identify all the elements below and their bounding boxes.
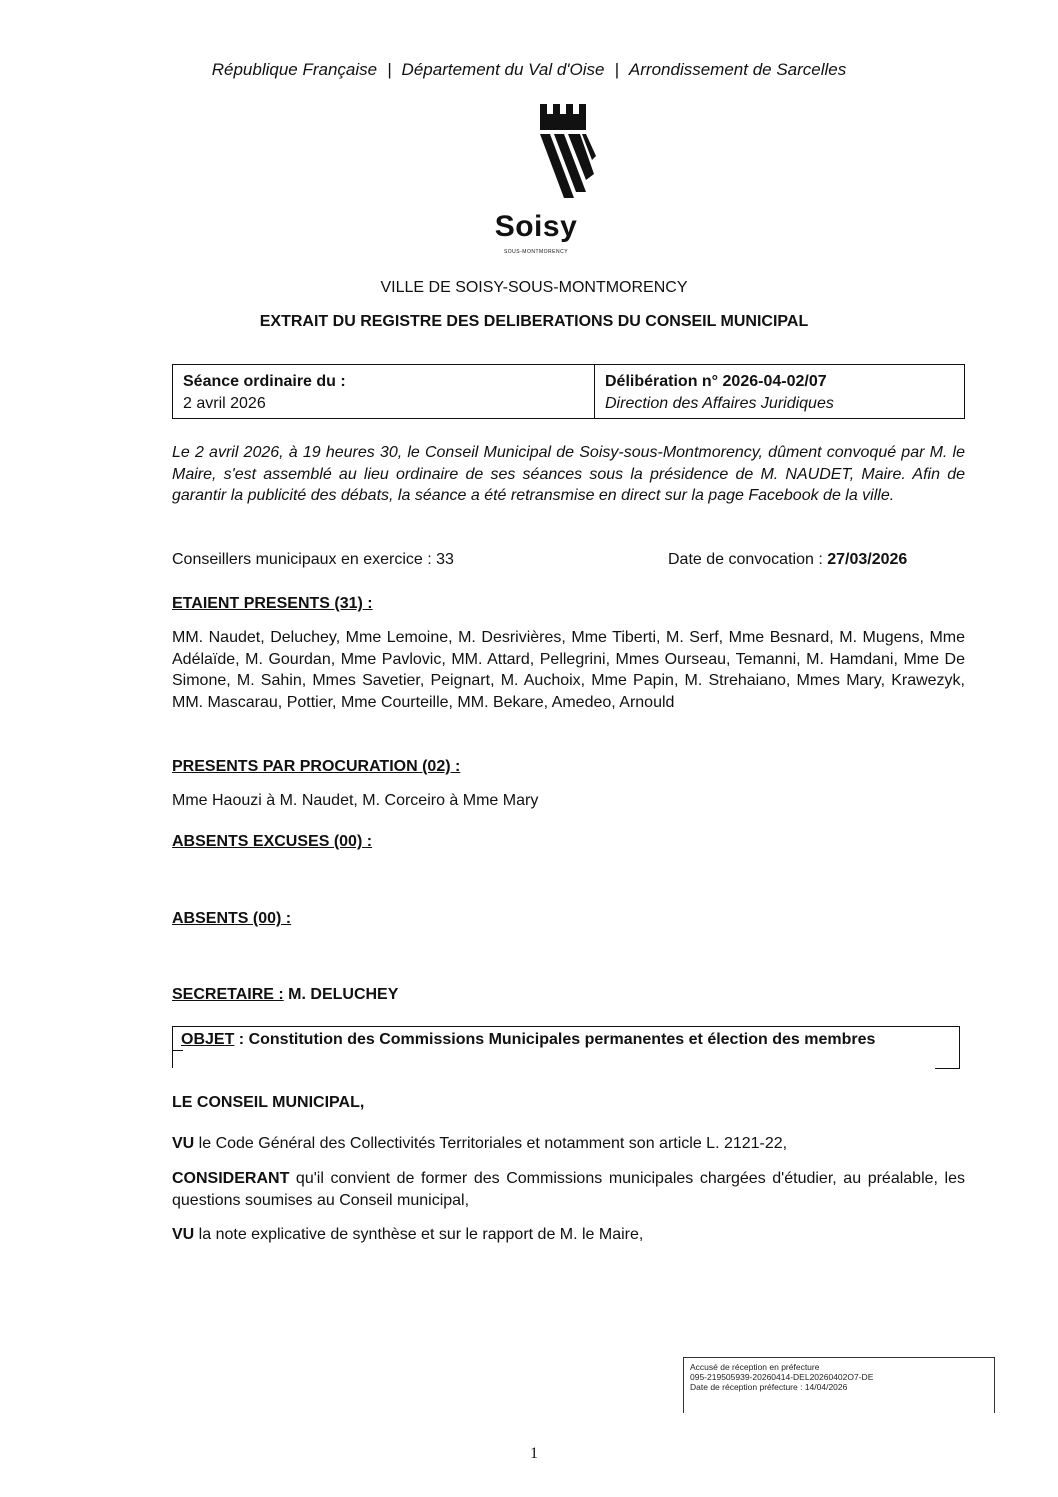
direction-name: Direction des Affaires Juridiques [605,395,834,412]
ville-title: VILLE DE SOISY-SOUS-MONTMORENCY [380,279,688,296]
conseil-heading: LE CONSEIL MUNICIPAL, [172,1094,365,1111]
objet-label: OBJET [181,1031,235,1048]
vu-paragraph-2 [172,1224,965,1246]
prefecture-stamp [683,1357,995,1413]
vu-text: le Code Général des Collectivités Territoriales et notamment son article L. 2121-22, [194,1135,788,1152]
considerant-paragraph [172,1168,965,1211]
absents-excuses-title: ABSENTS EXCUSES (00) : [172,833,373,850]
objet-content: : Constitution des Commissions Municipales permanentes et élection des membres [234,1031,876,1048]
seance-box [172,364,965,419]
absents-title: ABSENTS (00) : [172,910,292,927]
convocation-value: 27/03/2026 [827,551,908,568]
procuration-list: Mme Haouzi à M. Naudet, M. Corceiro à Mme Mary [172,792,539,809]
presents-title: ETAIENT PRESENTS (31) : [172,595,373,612]
convocation-label: Date de convocation : [668,551,828,568]
page-number: 1 [530,1445,538,1462]
vu-keyword: VU [172,1135,195,1152]
objet-box [172,1026,960,1068]
stamp-line: 095-219505939-20260414-DEL20260402O7-DE [690,1372,874,1382]
header-arrondissement: Arrondissement de Sarcelles [628,60,847,79]
vu-text: la note explicative de synthèse et sur le rapport de M. le Maire, [194,1226,644,1243]
stamp-line: Accusé de réception en préfecture [690,1362,820,1372]
vu-paragraph-1 [172,1133,965,1155]
stamp-line: Date de réception préfecture : 14/04/2026 [690,1382,848,1392]
logo-subtitle: SOUS-MONTMORENCY [503,249,569,255]
extrait-title: EXTRAIT DU REGISTRE DES DELIBERATIONS DU CONSEIL MUNICIPAL [259,313,809,330]
seance-cell [173,365,595,418]
header-separator: | [614,60,619,79]
objet-divider [172,1050,183,1051]
header-departement: Département du Val d'Oise [401,60,605,79]
procuration-title: PRESENTS PAR PROCURATION (02) : [172,758,461,775]
vu-keyword: VU [172,1226,195,1243]
considerant-keyword: CONSIDERANT [172,1170,290,1187]
logo-name: Soisy [494,210,578,243]
soisy-logo-icon [528,104,608,209]
deliberation-cell [595,365,964,418]
secretaire-line [172,986,398,1004]
conseillers-line [172,551,454,569]
header-separator: | [387,60,392,79]
intro-paragraph: Le 2 avril 2026, à 19 heures 30, le Conseil Municipal de Soisy-sous-Montmorency, dûment convoqué par M. le Maire, s'est assemblé au lieu ordinaire de ses séances sous la présidence de M. NAUDET, Maire. Afin de garantir la publicité des débats, la séance a été retransmise en direct sur la page Facebook de la ville. [172,444,965,504]
presents-list: MM. Naudet, Deluchey, Mme Lemoine, M. Desrivières, Mme Tiberti, M. Serf, Mme Besnard, M. Mugens, Mme Adélaïde, M. Gourdan, Mme Pavlovic, MM. Attard, Pellegrini, Mmes Ourseau, Temanni, M. Hamdani, Mme De Simone, M. Sahin, Mmes Savetier, Peignart, M. Auchoix, Mme Papin, M. Strehaiano, Mmes Mary, Krawezyk, MM. Mascarau, Pottier, Mme Courteille, MM. Bekare, Amedeo, Arnould [172,629,965,711]
conseillers-label: Conseillers municipaux en exercice : [172,551,437,568]
considerant-text: qu'il convient de former des Commissions municipales chargées d'étudier, au préalable, les questions soumises au Conseil municipal, [172,1170,965,1209]
secretaire-label: SECRETAIRE : [172,986,284,1003]
header-republique: République Française [211,60,378,79]
conseillers-value: 33 [436,551,454,568]
deliberation-number: Délibération n° 2026-04-02/07 [605,373,827,390]
seance-date: 2 avril 2026 [183,395,266,412]
objet-divider [935,1068,960,1069]
secretaire-value: M. DELUCHEY [283,986,399,1003]
objet-text [173,1027,959,1053]
convocation-line [668,551,907,569]
seance-label: Séance ordinaire du : [183,373,346,390]
header-line [0,60,1058,80]
